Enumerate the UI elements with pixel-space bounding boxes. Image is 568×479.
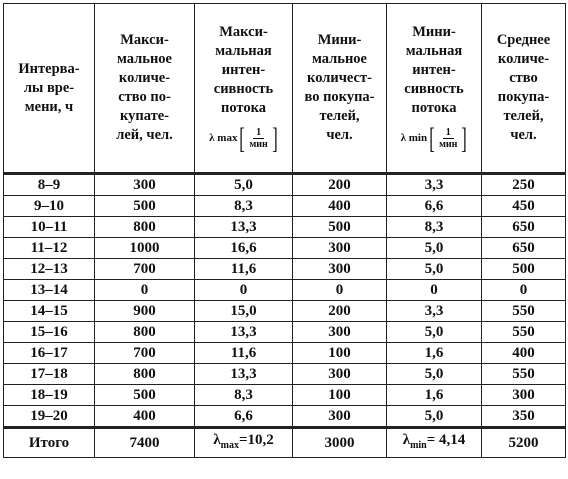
cell-min-intensity: 5,0 [387, 238, 482, 259]
header-line: Макси- [120, 32, 169, 48]
cell-min-count: 300 [293, 406, 387, 428]
fraction-denominator: мин [249, 139, 268, 150]
header-line: лей, чел. [116, 127, 173, 143]
lambda-symbol: λ [213, 432, 221, 448]
fraction [435, 127, 461, 150]
total-min-count: 3000 [293, 428, 387, 458]
cell-min-intensity: 5,0 [387, 406, 482, 428]
cell-max-count: 900 [95, 301, 195, 322]
cell-max-intensity: 13,3 [195, 364, 293, 385]
cell-max-intensity: 5,0 [195, 174, 293, 196]
cell-max-count: 0 [95, 280, 195, 301]
cell-interval: 14–15 [4, 301, 95, 322]
header-line: мальное [117, 51, 172, 67]
cell-min-count: 300 [293, 364, 387, 385]
cell-max-intensity: 13,3 [195, 322, 293, 343]
cell-avg-count: 350 [482, 406, 566, 428]
table-row [4, 301, 566, 322]
cell-avg-count: 300 [482, 385, 566, 406]
header-line: телей, [319, 108, 360, 124]
cell-max-count: 300 [95, 174, 195, 196]
cell-interval: 18–19 [4, 385, 95, 406]
cell-max-count: 500 [95, 385, 195, 406]
header-max-count [95, 4, 195, 174]
cell-avg-count: 500 [482, 259, 566, 280]
header-line: интен- [412, 61, 456, 78]
header-line: мальная [405, 42, 463, 59]
lambda-value: =10,2 [238, 432, 274, 448]
cell-min-count: 100 [293, 385, 387, 406]
cell-max-intensity: 13,3 [195, 217, 293, 238]
header-line: потока [221, 99, 266, 116]
header-line: Макси- [219, 23, 268, 40]
cell-interval: 15–16 [4, 322, 95, 343]
table-row [4, 280, 566, 301]
fraction-denominator: мин [439, 139, 458, 150]
cell-max-intensity: 15,0 [195, 301, 293, 322]
table-row [4, 385, 566, 406]
lambda-subscript: min [410, 440, 427, 451]
cell-min-intensity: 1,6 [387, 343, 482, 364]
right-bracket: ] [272, 121, 278, 155]
table-header [4, 4, 566, 174]
table-row [4, 196, 566, 217]
header-line: чел. [326, 127, 353, 143]
cell-max-count: 500 [95, 196, 195, 217]
cell-max-intensity: 11,6 [195, 259, 293, 280]
total-row [4, 428, 566, 458]
cell-min-count: 400 [293, 196, 387, 217]
cell-min-count: 300 [293, 238, 387, 259]
header-line: лы вре- [23, 79, 75, 96]
header-line: сивность [213, 80, 274, 97]
cell-min-count: 200 [293, 174, 387, 196]
header-line: сивность [404, 80, 464, 97]
header-line: количе- [497, 51, 550, 67]
cell-interval: 11–12 [4, 238, 95, 259]
header-line: во покупа- [304, 89, 375, 105]
cell-avg-count: 400 [482, 343, 566, 364]
header-min-count [293, 4, 387, 174]
cell-interval: 16–17 [4, 343, 95, 364]
cell-min-count: 0 [293, 280, 387, 301]
header-line: чел. [510, 127, 537, 143]
cell-avg-count: 650 [482, 238, 566, 259]
total-lambda-min [387, 428, 482, 458]
header-line: Интерва- [18, 60, 80, 77]
cell-min-intensity: 5,0 [387, 259, 482, 280]
header-line: Мини- [317, 32, 362, 48]
header-line: количе- [118, 70, 171, 86]
fraction [245, 127, 271, 150]
header-line: телей, [503, 108, 544, 124]
cell-min-intensity: 0 [387, 280, 482, 301]
table-row [4, 259, 566, 280]
total-label: Итого [4, 428, 95, 458]
cell-min-count: 300 [293, 259, 387, 280]
cell-max-intensity: 0 [195, 280, 293, 301]
cell-avg-count: 250 [482, 174, 566, 196]
cell-max-count: 800 [95, 217, 195, 238]
cell-max-count: 700 [95, 259, 195, 280]
header-interval [4, 4, 95, 174]
cell-max-count: 800 [95, 364, 195, 385]
table-body [4, 174, 566, 458]
header-line: мальная [215, 42, 272, 59]
header-line: мальное [312, 51, 367, 67]
cell-min-intensity: 1,6 [387, 385, 482, 406]
header-line: Мини- [412, 23, 456, 40]
lambda-symbol: λ max [209, 132, 238, 144]
header-line: потока [411, 99, 457, 116]
total-avg-count: 5200 [482, 428, 566, 458]
cell-min-count: 200 [293, 301, 387, 322]
header-line: Среднее [496, 32, 551, 48]
unit-lambda-min [400, 121, 468, 155]
left-bracket: [ [239, 121, 246, 155]
lambda-value: = 4,14 [426, 432, 466, 448]
header-line: количест- [307, 70, 372, 86]
cell-max-count: 1000 [95, 238, 195, 259]
total-max-count: 7400 [95, 428, 195, 458]
cell-min-count: 300 [293, 322, 387, 343]
cell-min-intensity: 3,3 [387, 174, 482, 196]
header-row [4, 4, 566, 174]
left-bracket: [ [429, 121, 435, 155]
cell-avg-count: 550 [482, 322, 566, 343]
cell-min-intensity: 5,0 [387, 364, 482, 385]
cell-min-intensity: 5,0 [387, 322, 482, 343]
lambda-symbol: λ [402, 432, 411, 448]
header-line: ство [509, 70, 538, 86]
fraction-numerator: 1 [253, 127, 264, 139]
cell-max-intensity: 16,6 [195, 238, 293, 259]
cell-interval: 17–18 [4, 364, 95, 385]
header-line: покупа- [497, 89, 550, 105]
cell-interval: 9–10 [4, 196, 95, 217]
header-min-intensity [387, 4, 482, 174]
cell-interval: 13–14 [4, 280, 95, 301]
cell-interval: 19–20 [4, 406, 95, 428]
table-row [4, 406, 566, 428]
cell-interval: 12–13 [4, 259, 95, 280]
cell-avg-count: 450 [482, 196, 566, 217]
fraction-numerator: 1 [443, 127, 454, 139]
cell-max-intensity: 8,3 [195, 196, 293, 217]
right-bracket: ] [461, 121, 468, 155]
table-row [4, 238, 566, 259]
cell-min-count: 500 [293, 217, 387, 238]
data-table [3, 3, 566, 458]
header-line: интен- [221, 61, 266, 78]
cell-avg-count: 0 [482, 280, 566, 301]
cell-min-intensity: 8,3 [387, 217, 482, 238]
total-lambda-max [195, 428, 293, 458]
header-line: мени, ч [24, 98, 74, 115]
header-max-intensity [195, 4, 293, 174]
cell-min-intensity: 6,6 [387, 196, 482, 217]
cell-max-intensity: 11,6 [195, 343, 293, 364]
table-row [4, 364, 566, 385]
cell-max-count: 700 [95, 343, 195, 364]
cell-avg-count: 550 [482, 364, 566, 385]
cell-max-count: 800 [95, 322, 195, 343]
header-line: ство по- [118, 89, 171, 105]
cell-min-intensity: 3,3 [387, 301, 482, 322]
lambda-subscript: max [220, 440, 239, 451]
table-row [4, 343, 566, 364]
table-row [4, 217, 566, 238]
lambda-symbol: λ min [400, 132, 428, 144]
cell-interval: 8–9 [4, 174, 95, 196]
table-row [4, 322, 566, 343]
cell-avg-count: 550 [482, 301, 566, 322]
header-avg-count [482, 4, 566, 174]
cell-max-intensity: 8,3 [195, 385, 293, 406]
cell-max-intensity: 6,6 [195, 406, 293, 428]
cell-interval: 10–11 [4, 217, 95, 238]
cell-avg-count: 650 [482, 217, 566, 238]
cell-min-count: 100 [293, 343, 387, 364]
unit-lambda-max [209, 121, 278, 155]
header-line: купате- [119, 108, 169, 124]
table-row [4, 174, 566, 196]
cell-max-count: 400 [95, 406, 195, 428]
